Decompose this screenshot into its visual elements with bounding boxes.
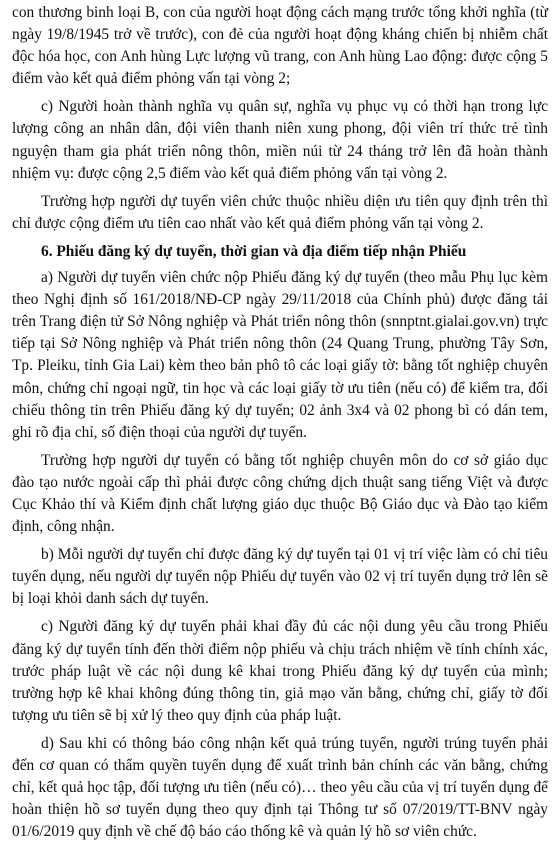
paragraph-item-a-submission: a) Người dự tuyển viên chức nộp Phiếu đăng ký dự tuyển (theo mẫu Phụ lục kèm theo Nghị định số 161/2018/NĐ-CP ngày 29/11/2018 của Chính phủ) được đăng tải trên Trang điện tử Sở Nông nghiệp và Phát triển nông thôn (snnptnt.gialai.gov.vn) trực tiếp tại Sở Nông nghiệp và Phát triển nông thôn (24 Quang Trung, phường Tây Sơn, Tp. Pleiku, tỉnh Gia Lai) kèm theo bản phô tô các loại giấy tờ: bằng tốt nghiệp chuyên môn, chứng chỉ ngoại ngữ, tin học và các loại giấy tờ ưu tiên (nếu có) để kiểm tra, đối chiếu thông tin trên Phiếu đăng ký dự tuyển; 02 ảnh 3x4 và 02 phong bì có dán tem, ghi rõ địa chỉ, số điện thoại của người dự tuyển. (12, 269, 548, 441)
section-heading: 6. Phiếu đăng ký dự tuyển, thời gian và địa điểm tiếp nhận Phiếu (41, 242, 467, 260)
paragraph-continuation-b: con thương binh loại B, con của người hoạt động cách mạng trước tổng khởi nghĩa (từ ngày 19/8/1945 trở về trước), con đẻ của người hoạt động kháng chiến bị nhiễm chất độc hóa học, con Anh hùng Lực lượng vũ trang, con Anh hùng Lao động: được cộng 5 điểm vào kết quả điểm phỏng vấn tại vòng 2; (12, 4, 548, 88)
paragraph-item-d-after-results: d) Sau khi có thông báo công nhận kết quả trúng tuyển, người trúng tuyển phải đến cơ quan có thẩm quyền tuyển dụng để xuất trình bản chính các văn bằng, chứng chỉ, kết quả học tập, đối tượng ưu tiên (nếu có)… theo yêu cầu của vị trí tuyển dụng để hoàn thiện hồ sơ tuyển dụng theo quy định tại Thông tư số 07/2019/TT-BNV ngày 01/6/2019 quy định về chế độ báo cáo thống kê và quản lý hồ sơ viên chức. (12, 734, 548, 841)
paragraph-item-b-one-position: b) Mỗi người dự tuyển chỉ được đăng ký dự tuyển tại 01 vị trí việc làm có chỉ tiêu tuyển dụng, nếu người dự tuyển nộp Phiếu dự tuyển vào 02 vị trí tuyển dụng trở lên sẽ bị loại khỏi danh sách dự tuyển. (12, 546, 548, 608)
paragraph-item-c-responsibility: c) Người đăng ký dự tuyển phải khai đầy đủ các nội dung yêu cầu trong Phiếu đăng ký dự tuyển tính đến thời điểm nộp phiếu và chịu trách nhiệm về tính chính xác, trước pháp luật về các nội dung kê khai trong Phiếu đăng ký dự tuyển của mình; trường hợp kê khai không đúng thông tin, giả mạo văn bằng, chứng chỉ, giấy tờ đối tượng ưu tiên sẽ bị xử lý theo quy định của pháp luật. (12, 618, 548, 724)
paragraph-item-c-military: c) Người hoàn thành nghĩa vụ quân sự, nghĩa vụ phục vụ có thời hạn trong lực lượng công an nhân dân, đội viên thanh niên xung phong, đội viên trí thức trẻ tình nguyện tham gia phát triển nông thôn, miền núi từ 24 tháng trở lên đã hoàn thành nhiệm vụ: được cộng 2,5 điểm vào kết quả điểm phỏng vấn tại vòng 2. (12, 98, 548, 182)
paragraph-foreign-degree: Trường hợp người dự tuyển có bằng tốt nghiệp chuyên môn do cơ sở giáo dục đào tạo nước ngoài cấp thì phải được công chứng dịch thuật sang tiếng Việt và được Cục Khảo thí và Kiểm định chất lượng giáo dục thuộc Bộ Giáo dục và Đào tạo kiểm định, công nhận. (12, 451, 548, 536)
paragraph-priority-multiple: Trường hợp người dự tuyển viên chức thuộc nhiều diện ưu tiên quy định trên thì chỉ được cộng điểm ưu tiên cao nhất vào kết quả điểm phỏng vấn tại vòng 2. (12, 192, 548, 232)
